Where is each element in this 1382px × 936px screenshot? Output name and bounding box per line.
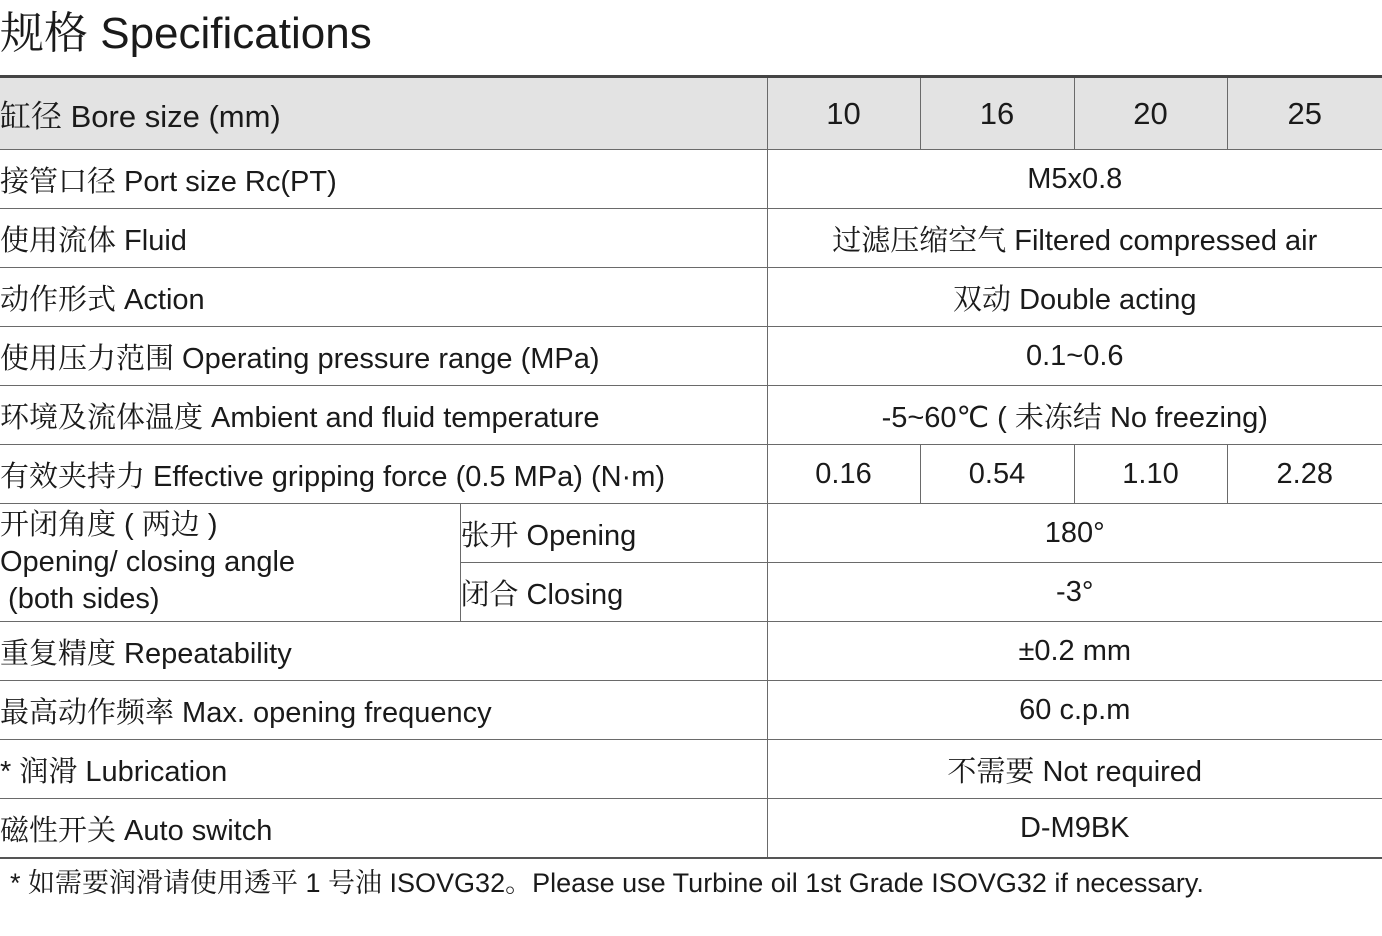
fluid-value: 过滤压缩空气 Filtered compressed air [767, 209, 1382, 268]
action-label: 动作形式 Action [0, 268, 767, 327]
table-header-row [0, 77, 1382, 150]
port-size-value: M5x0.8 [767, 150, 1382, 209]
bore-size-10: 10 [767, 77, 920, 150]
table-row [0, 209, 1382, 268]
table-row [0, 622, 1382, 681]
opening-label: 张开 Opening [460, 504, 767, 563]
page-title: 规格 Specifications [0, 9, 372, 58]
frequency-value: 60 c.p.m [767, 681, 1382, 740]
table-row [0, 150, 1382, 209]
fluid-label: 使用流体 Fluid [0, 209, 767, 268]
footnote: * 如需要润滑请使用透平 1 号油 ISOVG32。Please use Turbine oil 1st Grade ISOVG32 if necessary. [10, 868, 1204, 898]
port-size-label: 接管口径 Port size Rc(PT) [0, 150, 767, 209]
gripping-force-16: 0.54 [920, 445, 1074, 504]
lubrication-value: 不需要 Not required [767, 740, 1382, 799]
pressure-label: 使用压力范围 Operating pressure range (MPa) [0, 327, 767, 386]
table-row [0, 799, 1382, 859]
opening-value: 180° [767, 504, 1382, 563]
lubrication-label: * 润滑 Lubrication [0, 740, 767, 799]
repeatability-value: ±0.2 mm [767, 622, 1382, 681]
closing-label: 闭合 Closing [460, 563, 767, 622]
bore-size-20: 20 [1074, 77, 1227, 150]
bore-size-25: 25 [1227, 77, 1382, 150]
table-row [0, 386, 1382, 445]
gripping-force-25: 2.28 [1227, 445, 1382, 504]
temperature-value: -5~60℃ ( 未冻结 No freezing) [767, 386, 1382, 445]
specifications-table [0, 75, 1382, 859]
table-row [0, 268, 1382, 327]
table-row [0, 327, 1382, 386]
gripping-force-label: 有效夹持力 Effective gripping force (0.5 MPa) (N·m) [0, 445, 767, 504]
angle-label-line-3: (both sides) [0, 583, 160, 615]
bore-size-label: 缸径 Bore size (mm) [0, 77, 767, 150]
gripping-force-10: 0.16 [767, 445, 920, 504]
angle-label [0, 504, 460, 622]
table-row [0, 445, 1382, 504]
auto-switch-label: 磁性开关 Auto switch [0, 799, 767, 859]
auto-switch-value: D-M9BK [767, 799, 1382, 859]
gripping-force-20: 1.10 [1074, 445, 1227, 504]
repeatability-label: 重复精度 Repeatability [0, 622, 767, 681]
table-row [0, 504, 1382, 563]
temperature-label: 环境及流体温度 Ambient and fluid temperature [0, 386, 767, 445]
angle-label-line-2: Opening/ closing angle [0, 546, 296, 578]
closing-value: -3° [767, 563, 1382, 622]
bore-size-16: 16 [920, 77, 1074, 150]
pressure-value: 0.1~0.6 [767, 327, 1382, 386]
frequency-label: 最高动作频率 Max. opening frequency [0, 681, 767, 740]
table-row [0, 681, 1382, 740]
action-value: 双动 Double acting [767, 268, 1382, 327]
angle-label-line-1: 开闭角度 ( 两边 ) [0, 509, 218, 541]
table-row [0, 740, 1382, 799]
